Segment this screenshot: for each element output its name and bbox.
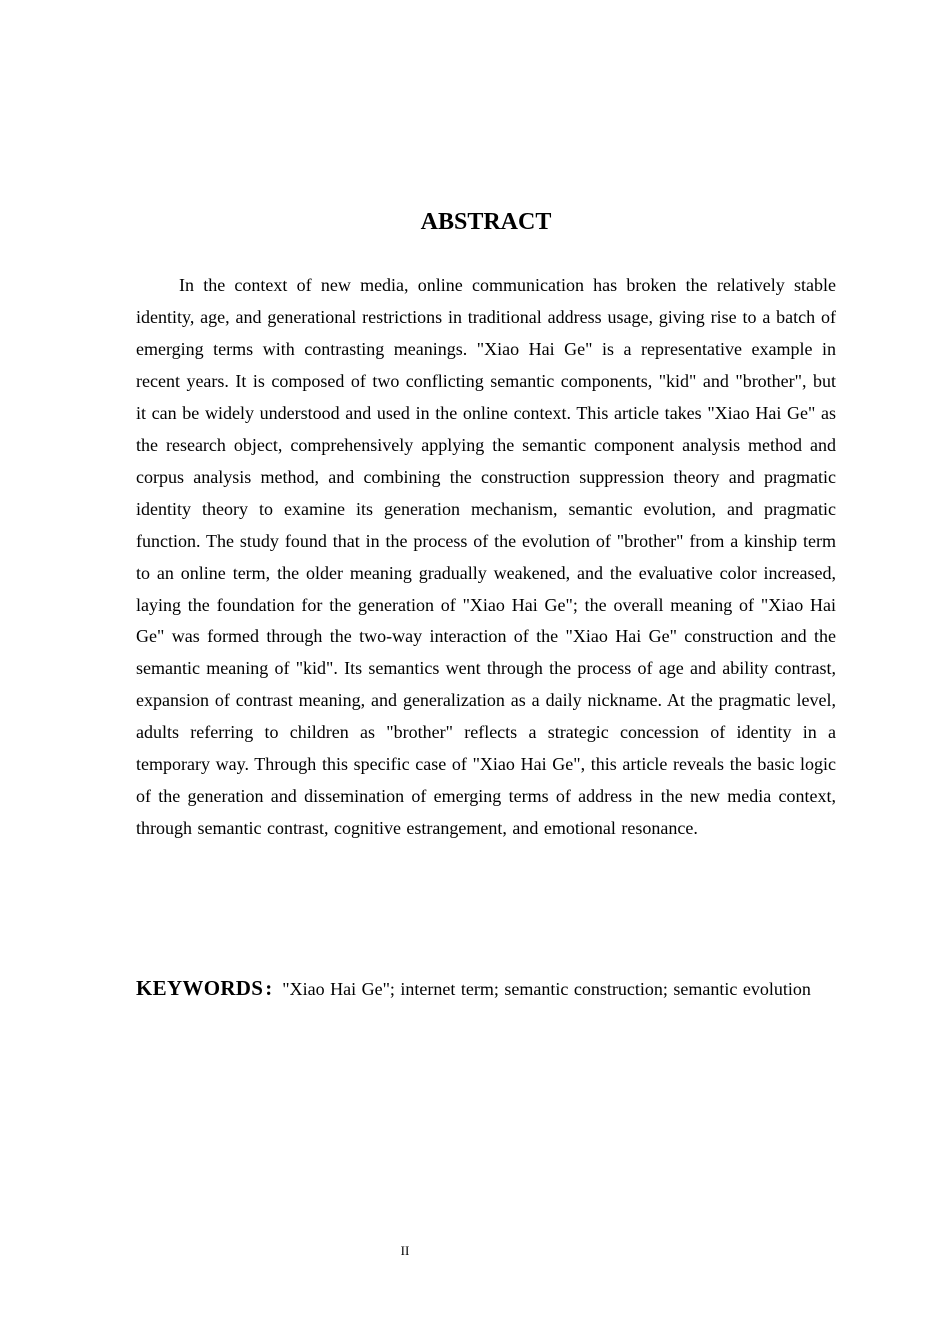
page-number: II	[400, 1243, 410, 1258]
abstract-title: ABSTRACT	[420, 209, 552, 235]
keywords-separator: :	[265, 976, 273, 1000]
keywords-list: "Xiao Hai Ge"; internet term; semantic construction; semantic evolution	[282, 979, 811, 999]
abstract-paragraph: In the context of new media, online communication has broken the relatively stable identity, age, and generational restrictions in traditional address usage, giving rise to a batch of emerging terms with contrasting meanings. "Xiao Hai Ge" is a representative example in recent years. It is composed of two conflicting semantic components, "kid" and "brother", but it can be widely understood and used in the online context. This article takes "Xiao Hai Ge" as the research object, comprehensively applying the semantic component analysis method and corpus analysis method, and combining the construction suppression theory and pragmatic identity theory to examine its generation mechanism, semantic evolution, and pragmatic function. The study found that in the process of the evolution of "brother" from a kinship term to an online term, the older meaning gradually weakened, and the evaluative color increased, laying the foundation for the generation of "Xiao Hai Ge"; the overall meaning of "Xiao Hai Ge" was formed through the two-way interaction of the "Xiao Hai Ge" construction and the semantic meaning of "kid". Its semantics went through the process of age and ability contrast, expansion of contrast meaning, and generalization as a daily nickname. At the pragmatic level, adults referring to children as "brother" reflects a strategic concession of identity in a temporary way. Through this specific case of "Xiao Hai Ge", this article reveals the basic logic of the generation and dissemination of emerging terms of address in the new media context, through semantic contrast, cognitive estrangement, and emotional resonance.	[136, 275, 836, 839]
keywords-line	[136, 972, 836, 1005]
keywords-label: KEYWORDS	[136, 976, 264, 1000]
